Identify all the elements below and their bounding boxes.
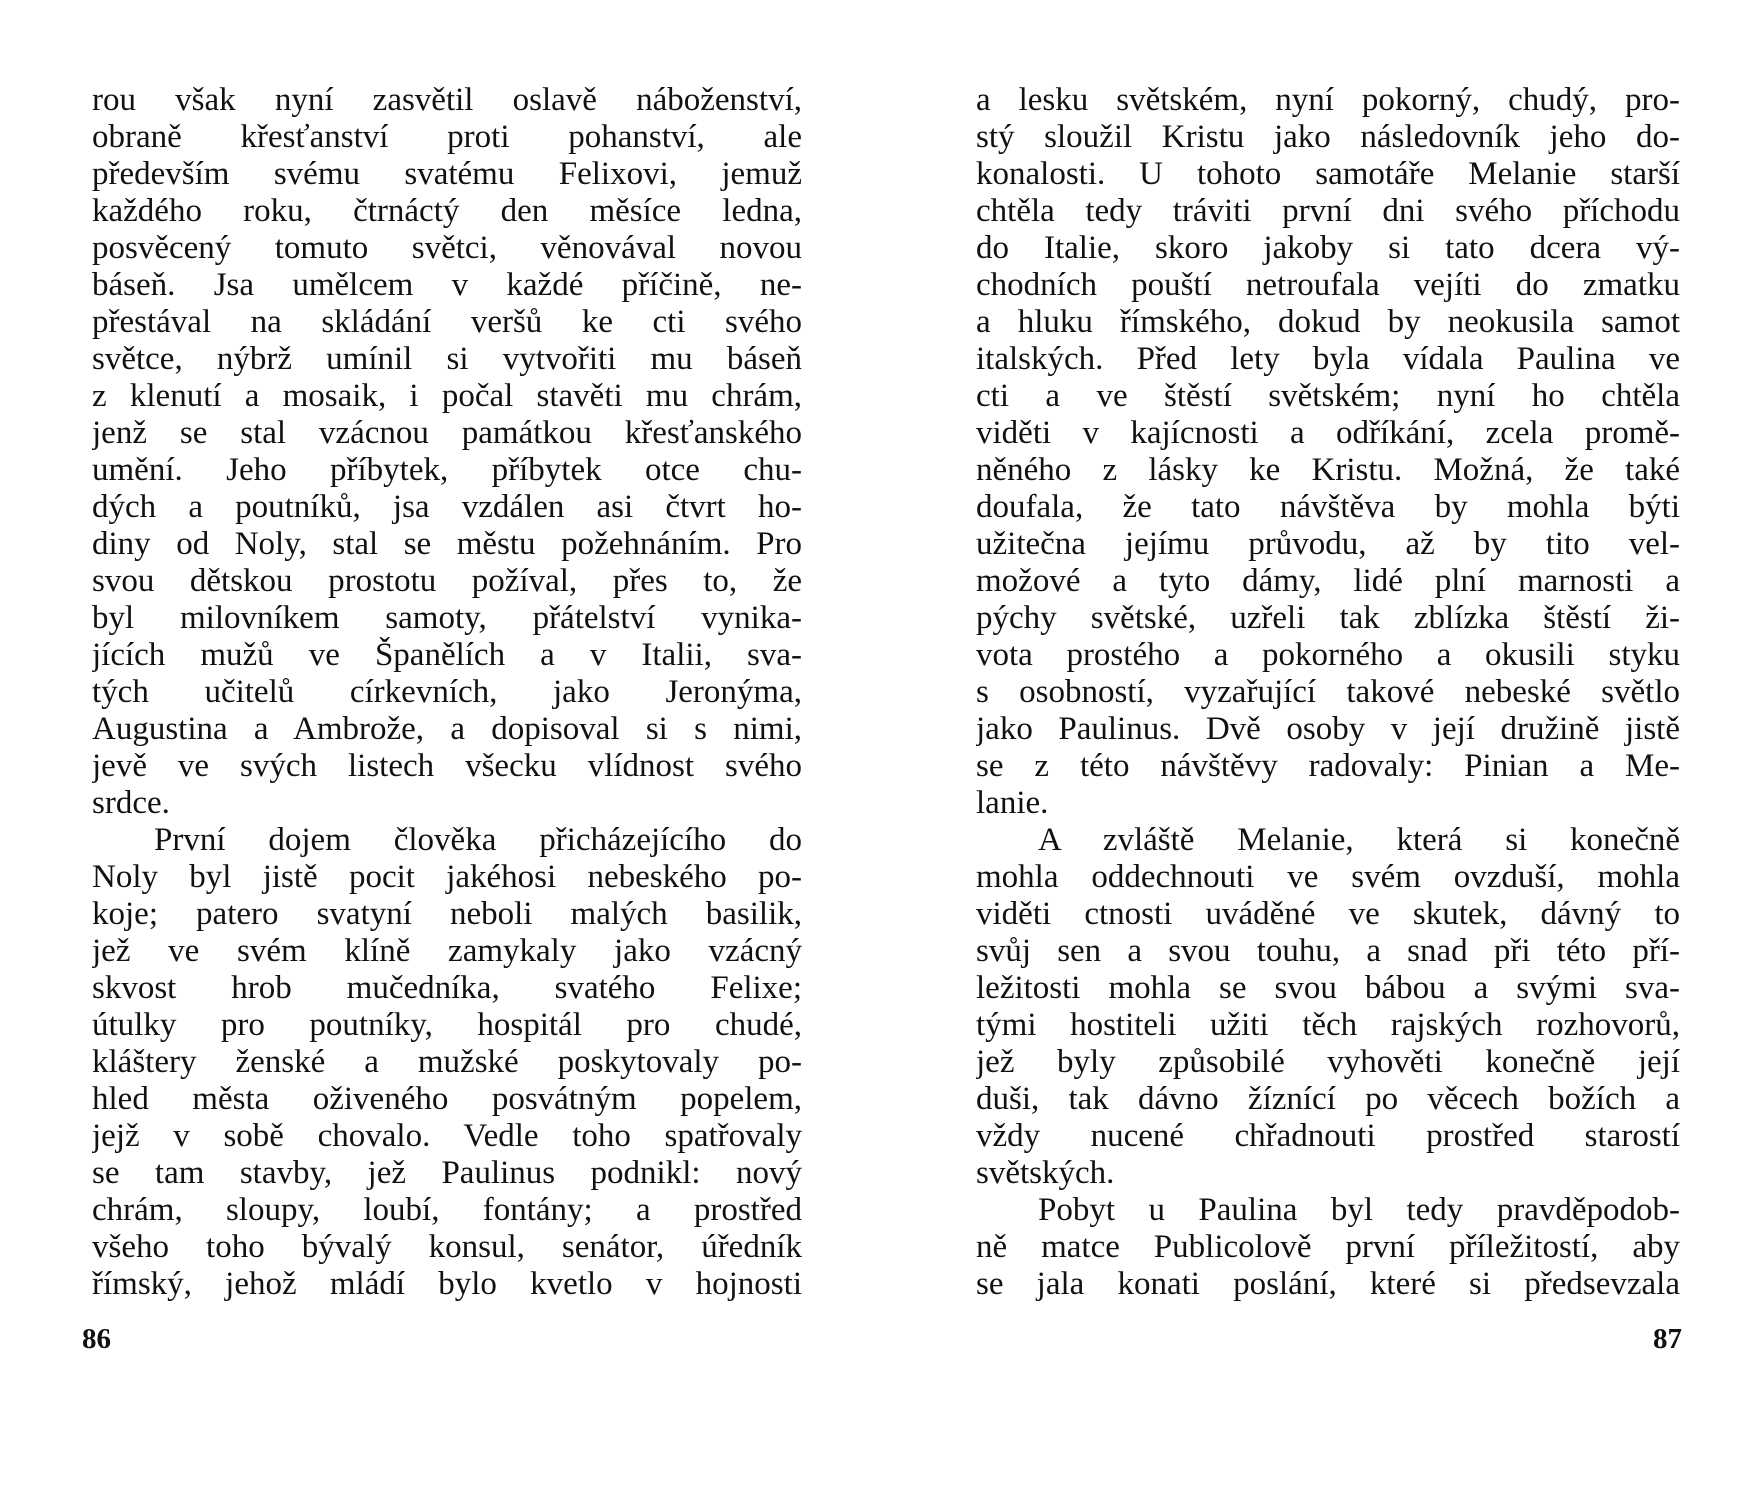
text-line: skvost hrob mučedníka, svatého Felixe; <box>92 970 802 1006</box>
text-line: jenž se stal vzácnou památkou křesťanského <box>92 415 802 451</box>
text-line: tých učitelů církevních, jako Jeronýma, <box>92 674 802 710</box>
text-line: se jala konati poslání, které si předsevzala <box>976 1266 1680 1302</box>
text-line: jež ve svém klíně zamykaly jako vzácný <box>92 933 802 969</box>
text-line: konalosti. U tohoto samotáře Melanie starší <box>976 156 1680 192</box>
text-line: chrám, sloupy, loubí, fontány; a prostřed <box>92 1192 802 1228</box>
page-number: 86 <box>82 1323 111 1355</box>
text-line: chtěla tedy tráviti první dni svého příchodu <box>976 193 1680 229</box>
text-line: doufala, že tato návštěva by mohla býti <box>976 489 1680 525</box>
text-line: kláštery ženské a mužské poskytovaly po- <box>92 1044 802 1080</box>
text-line: hled města oživeného posvátným popelem, <box>92 1081 802 1117</box>
text-line: s osobností, vyzařující takové nebeské světlo <box>976 674 1680 710</box>
text-line: mohla oddechnouti ve svém ovzduší, mohla <box>976 859 1680 895</box>
text-line: A zvláště Melanie, která si konečně <box>1038 822 1680 858</box>
text-line: se tam stavby, jež Paulinus podnikl: nový <box>92 1155 802 1191</box>
text-line: vota prostého a pokorného a okusili styku <box>976 637 1680 673</box>
text-line: lanie. <box>976 785 1049 821</box>
text-line: jících mužů ve Španělích a v Italii, sva- <box>92 637 802 673</box>
text-line: z klenutí a mosaik, i počal stavěti mu chrám, <box>92 378 802 414</box>
text-line: koje; patero svatyní neboli malých basilik, <box>92 896 802 932</box>
text-line: báseň. Jsa umělcem v každé příčině, ne- <box>92 267 802 303</box>
left-page-text <box>92 82 802 1303</box>
text-line: užitečna jejímu průvodu, až by tito vel- <box>976 526 1680 562</box>
text-line: obraně křesťanství proti pohanství, ale <box>92 119 802 155</box>
text-line: se z této návštěvy radovaly: Pinian a Me- <box>976 748 1680 784</box>
text-line: každého roku, čtrnáctý den měsíce ledna, <box>92 193 802 229</box>
text-line: přestával na skládání veršů ke cti svého <box>92 304 802 340</box>
text-line: tými hostiteli užiti těch rajských rozhovorů, <box>976 1007 1680 1043</box>
text-line: a lesku světském, nyní pokorný, chudý, pro- <box>976 82 1680 118</box>
text-line: jejž v sobě chovalo. Vedle toho spatřovaly <box>92 1118 802 1154</box>
text-line: jež byly způsobilé vyhověti konečně její <box>976 1044 1680 1080</box>
text-line: byl milovníkem samoty, přátelství vynika- <box>92 600 802 636</box>
text-line: posvěcený tomuto světci, věnovával novou <box>92 230 802 266</box>
text-line: útulky pro poutníky, hospitál pro chudé, <box>92 1007 802 1043</box>
text-line: chodních pouští netroufala vejíti do zmatku <box>976 267 1680 303</box>
text-line: Pobyt u Paulina byl tedy pravděpodob- <box>1038 1192 1680 1228</box>
text-line: svou dětskou prostotu požíval, přes to, že <box>92 563 802 599</box>
text-line: viděti v kajícnosti a odříkání, zcela promě- <box>976 415 1680 451</box>
text-line: jako Paulinus. Dvě osoby v její družině jistě <box>976 711 1680 747</box>
text-line: světce, nýbrž umínil si vytvořiti mu báseň <box>92 341 802 377</box>
text-line: rou však nyní zasvětil oslavě náboženství, <box>92 82 802 118</box>
right-page-text <box>976 82 1680 1303</box>
text-line: Augustina a Ambrože, a dopisoval si s nimi, <box>92 711 802 747</box>
text-line: možové a tyto dámy, lidé plní marnosti a <box>976 563 1680 599</box>
text-line: srdce. <box>92 785 170 821</box>
text-line: jevě ve svých listech všecku vlídnost svého <box>92 748 802 784</box>
text-line: vždy nucené chřadnouti prostřed starostí <box>976 1118 1680 1154</box>
page-number: 87 <box>1653 1323 1682 1355</box>
text-line: cti a ve štěstí světském; nyní ho chtěla <box>976 378 1680 414</box>
text-line: pýchy světské, uzřeli tak zblízka štěstí ži- <box>976 600 1680 636</box>
text-line: ně matce Publicolově první příležitostí, aby <box>976 1229 1680 1265</box>
text-line: dých a poutníků, jsa vzdálen asi čtvrt ho- <box>92 489 802 525</box>
text-line: První dojem člověka přicházejícího do <box>154 822 802 858</box>
text-line: něného z lásky ke Kristu. Možná, že také <box>976 452 1680 488</box>
text-line: duši, tak dávno žíznící po věcech božích a <box>976 1081 1680 1117</box>
text-line: viděti ctnosti uváděné ve skutek, dávný to <box>976 896 1680 932</box>
text-line: světských. <box>976 1155 1115 1191</box>
text-line: ležitosti mohla se svou bábou a svými sva- <box>976 970 1680 1006</box>
text-line: umění. Jeho příbytek, příbytek otce chu- <box>92 452 802 488</box>
text-line: diny od Noly, stal se městu požehnáním. Pro <box>92 526 802 562</box>
text-line: římský, jehož mládí bylo kvetlo v hojnosti <box>92 1266 802 1302</box>
right-page <box>880 0 1760 1500</box>
text-line: svůj sen a svou touhu, a snad při této pří- <box>976 933 1680 969</box>
text-line: do Italie, skoro jakoby si tato dcera vý- <box>976 230 1680 266</box>
text-line: především svému svatému Felixovi, jemuž <box>92 156 802 192</box>
text-line: stý sloužil Kristu jako následovník jeho do- <box>976 119 1680 155</box>
text-line: a hluku římského, dokud by neokusila samot <box>976 304 1680 340</box>
text-line: italských. Před lety byla vídala Paulina ve <box>976 341 1680 377</box>
text-line: Noly byl jistě pocit jakéhosi nebeského po- <box>92 859 802 895</box>
text-line: všeho toho bývalý konsul, senátor, úředník <box>92 1229 802 1265</box>
